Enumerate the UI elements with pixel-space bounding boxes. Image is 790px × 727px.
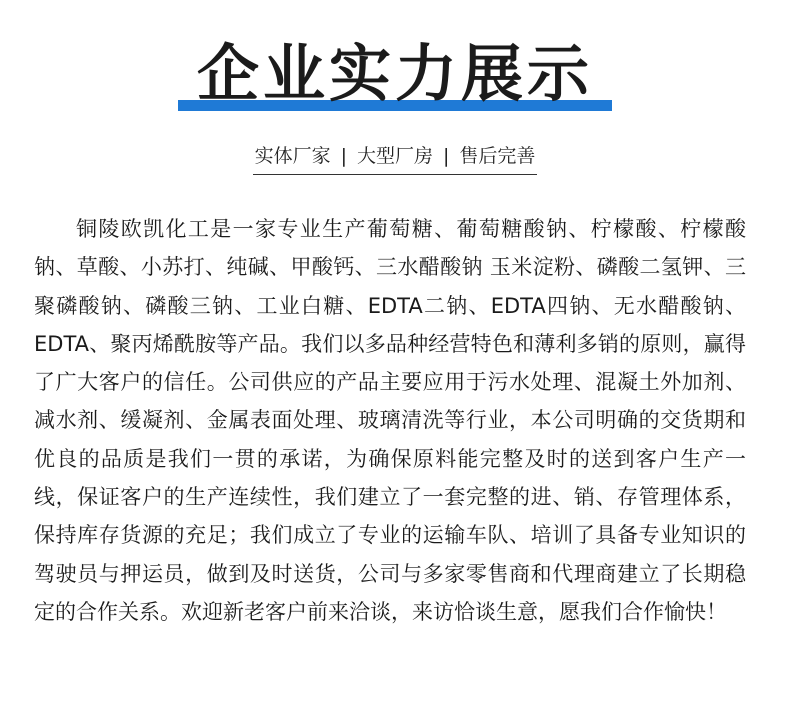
subtitle-separator: | <box>340 145 347 167</box>
subtitle-separator: | <box>443 145 450 167</box>
subtitle-item-aftersales: 售后完善 <box>459 145 536 167</box>
title-section <box>0 36 790 126</box>
subtitle <box>0 142 790 175</box>
subtitle-item-factory: 实体厂家 <box>254 145 331 167</box>
subtitle-underlined <box>253 142 538 175</box>
subtitle-item-plant: 大型厂房 <box>356 145 433 167</box>
company-description: 铜陵欧凯化工是一家专业生产葡萄糖、葡萄糖酸钠、柠檬酸、柠檬酸钠、草酸、小苏打、纯碱、甲酸钙、三水醋酸钠 玉米淀粉、磷酸二氢钾、三聚磷酸钠、磷酸三钠、工业白糖、EDTA二钠、EDTA四钠、无水醋酸钠、EDTA、聚丙烯酰胺等产品。我们以多品种经营特色和薄利多销的原则，赢得了广大客户的信任。公司供应的产品主要应用于污水处理、混凝土外加剂、减水剂、缓凝剂、金属表面处理、玻璃清洗等行业，本公司明确的交货期和优良的品质是我们一贯的承诺，为确保原料能完整及时的送到客户生产一线，保证客户的生产连续性，我们建立了一套完整的进、销、存管理体系，保持库存货源的充足；我们成立了专业的运输车队、培训了具备专业知识的驾驶员与押运员，做到及时送货，公司与多家零售商和代理商建立了长期稳定的合作关系。欢迎新老客户前来洽谈，来访恰谈生意，愿我们合作愉快！ <box>34 217 746 624</box>
page-title: 企业实力展示 <box>196 37 593 110</box>
